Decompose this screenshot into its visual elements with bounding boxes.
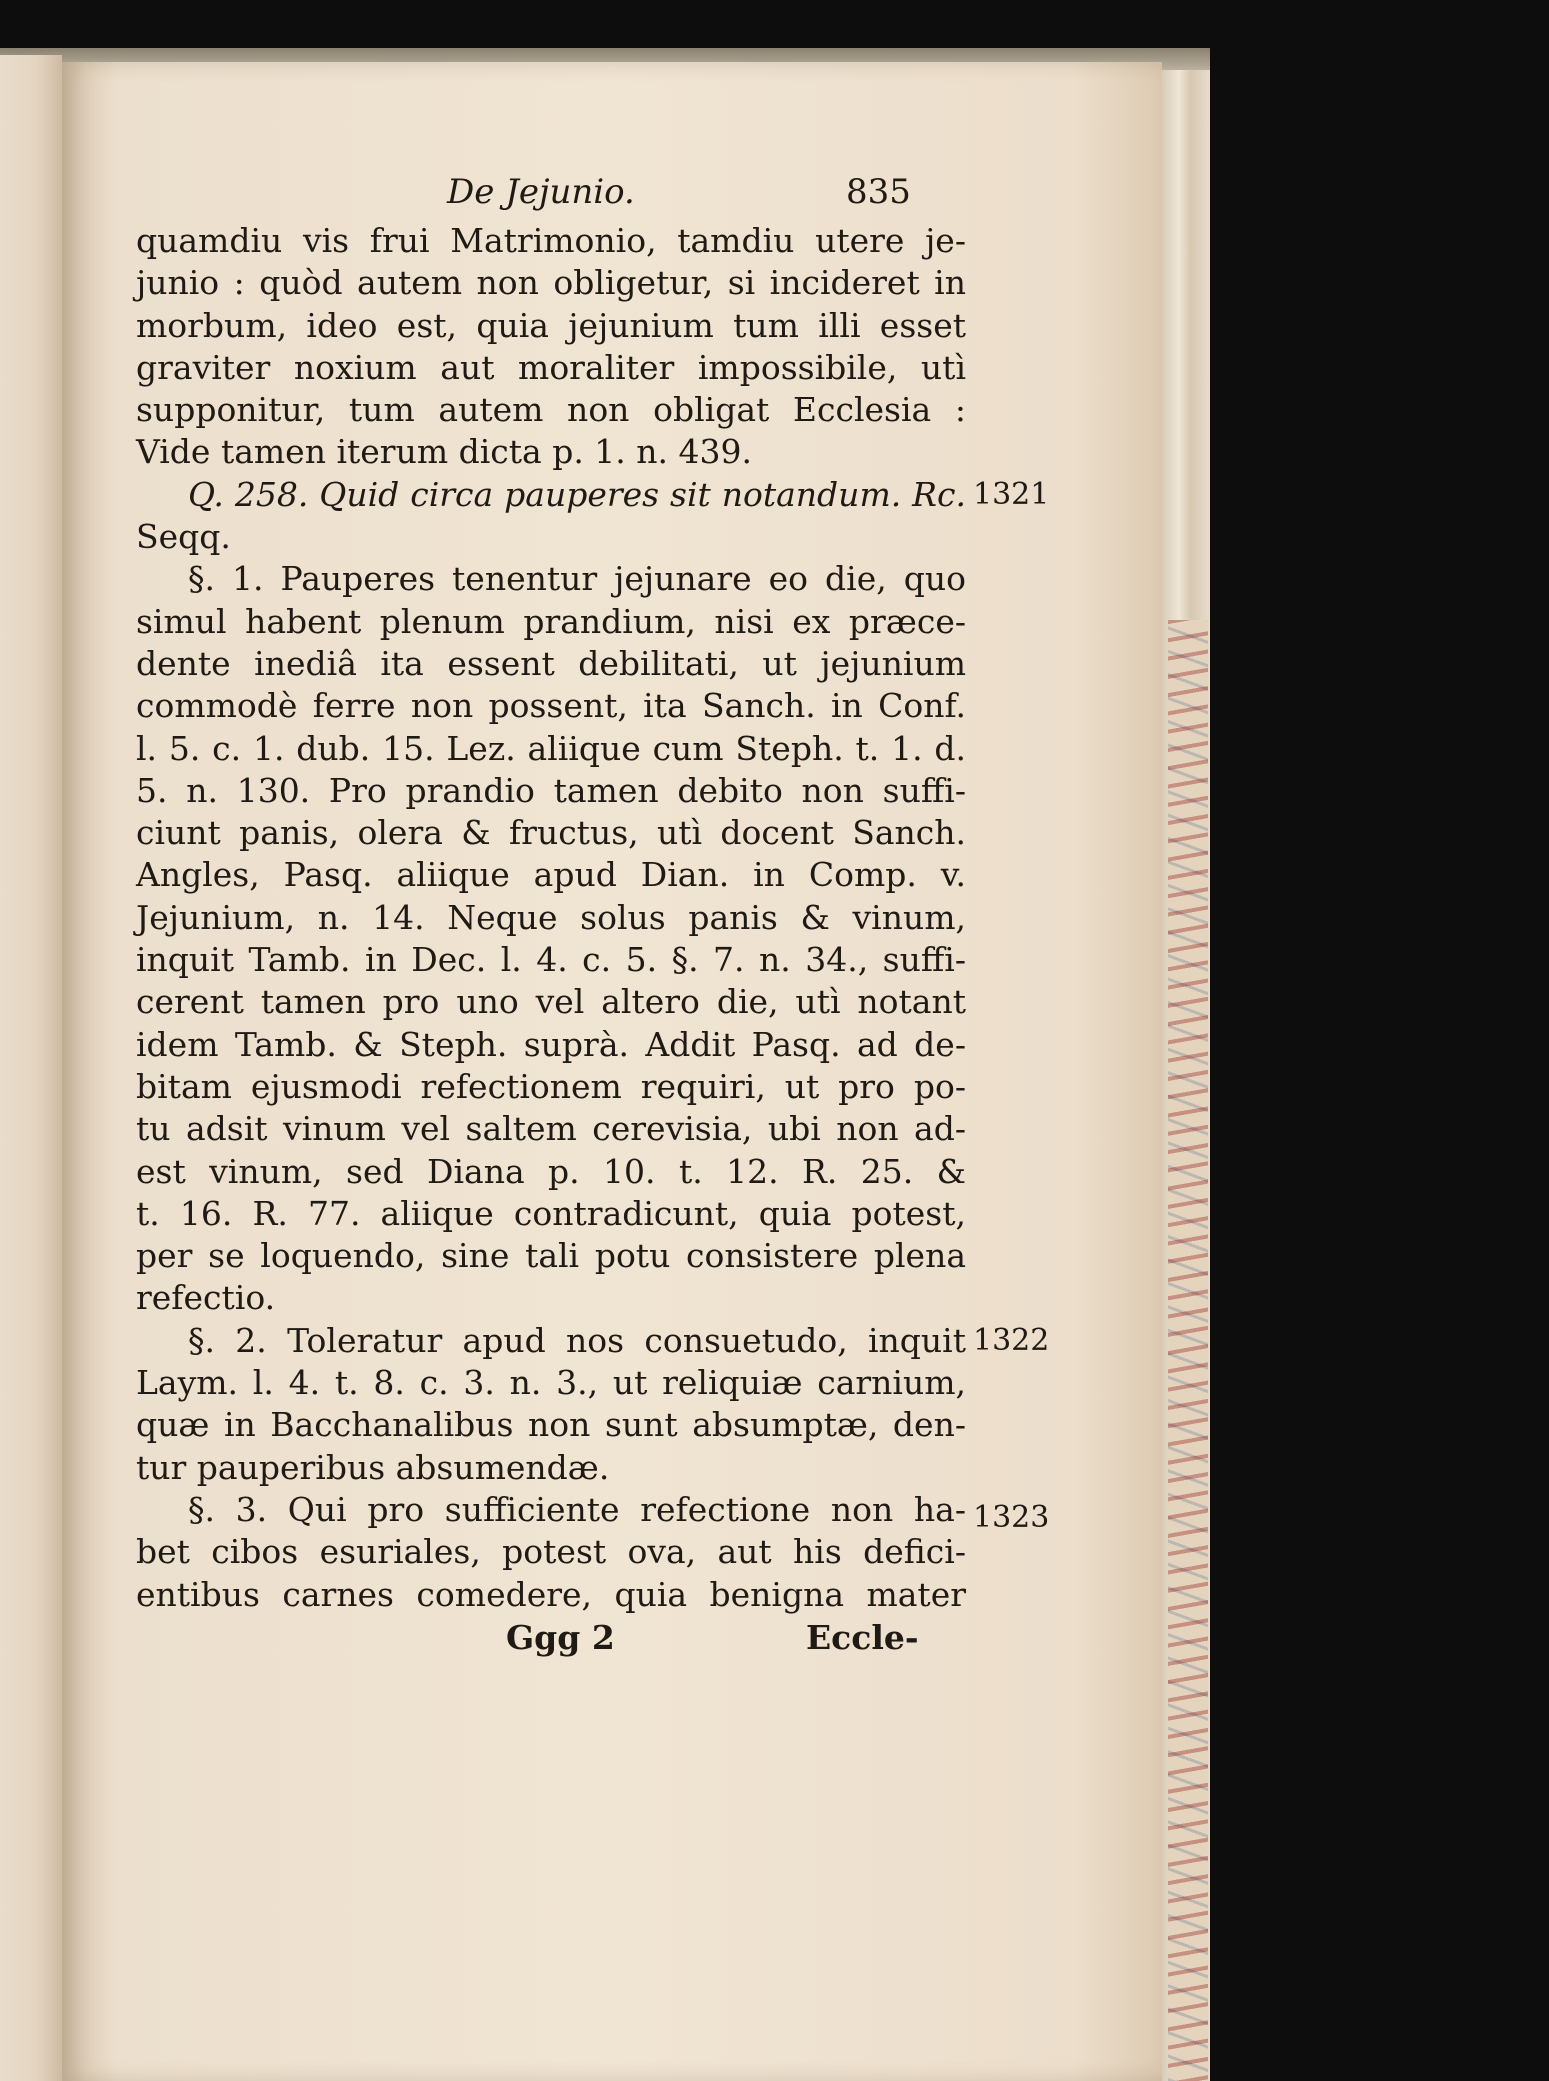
text-line: quamdiu vis frui Matrimonio, tamdiu utere je- [136, 221, 966, 260]
text-line: inquit Tamb. in Dec. l. 4. c. 5. §. 7. n. 34., suffi- [136, 940, 966, 980]
previous-page-strip [0, 55, 62, 2081]
text-line: morbum, ideo est, quia jejunium tum illi esset [136, 305, 966, 345]
page-number: 835 [846, 172, 911, 212]
text-line: bet cibos esuriales, potest ova, aut his defici- [136, 1532, 966, 1572]
text-line: t. 16. R. 77. aliique contradicunt, quia potest, [136, 1193, 966, 1233]
text-line: ciunt panis, olera & fructus, utì docent Sanch. [136, 813, 966, 853]
text-line: entibus carnes comedere, quia benigna mater [136, 1574, 966, 1614]
marbled-edge [1168, 620, 1208, 2081]
signature-mark: Ggg 2 [506, 1617, 615, 1657]
text-line: junio : quòd autem non obligetur, si incideret in [136, 263, 966, 303]
text-line: per se loquendo, sine tali potu consistere plena [136, 1236, 966, 1276]
question-line [136, 474, 1050, 516]
text-line: idem Tamb. & Steph. suprà. Addit Pasq. ad de- [136, 1024, 966, 1064]
text-line: simul habent plenum prandium, nisi ex præce- [136, 601, 966, 641]
text-line: Angles, Pasq. aliique apud Dian. in Comp. v. [136, 855, 966, 895]
margin-number-1323: 1323 [973, 1499, 1050, 1535]
text-line: refectio. [136, 1278, 276, 1318]
paragraph-start-line: §. 1. Pauperes tenentur jejunare eo die, quo [188, 559, 966, 599]
paragraph-start-line [136, 1320, 1050, 1362]
text-line: bitam ejusmodi refectionem requiri, ut pro po- [136, 1066, 966, 1106]
text-line: tur pauperibus absumendæ. [136, 1447, 610, 1487]
text-line: graviter noxium aut moraliter impossibile, utì [136, 347, 966, 387]
text-line: 5. n. 130. Pro prandio tamen debito non suffi- [136, 770, 966, 810]
margin-number-1322: 1322 [973, 1322, 1050, 1358]
text-line: Laym. l. 4. t. 8. c. 3. n. 3., ut reliquiæ carnium, [136, 1363, 966, 1403]
page-text-block [136, 168, 1050, 1660]
margin-number-1321: 1321 [973, 476, 1050, 512]
text-line: quæ in Bacchanalibus non sunt absumptæ, den- [136, 1405, 966, 1445]
paragraph-3-text: §. 3. Qui pro sufficiente refectione non ha- [188, 1489, 966, 1529]
text-line: cerent tamen pro uno vel altero die, utì notant [136, 982, 966, 1022]
question-text: Q. 258. Quid circa pauperes sit notandum. Rc. [188, 474, 966, 514]
text-line: supponitur, tum autem non obligat Ecclesia : [136, 390, 966, 430]
running-title: De Jejunio. [447, 172, 635, 212]
text-line: commodè ferre non possent, ita Sanch. in Conf. [136, 686, 966, 726]
running-head [136, 168, 966, 220]
paragraph-start-line [136, 1489, 1050, 1535]
text-line: tu adsit vinum vel saltem cerevisia, ubi non ad- [136, 1109, 966, 1149]
text-line: Jejunium, n. 14. Neque solus panis & vinum, [136, 897, 966, 937]
catchword: Eccle- [806, 1617, 919, 1657]
text-line: l. 5. c. 1. dub. 15. Lez. aliique cum Steph. t. 1. d. [136, 728, 966, 768]
text-line: est vinum, sed Diana p. 10. t. 12. R. 25. & [136, 1151, 966, 1191]
text-line: Vide tamen iterum dicta p. 1. n. 439. [136, 432, 752, 472]
text-line: Seqq. [136, 517, 231, 557]
text-line: dente inediâ ita essent debilitati, ut jejunium [136, 643, 966, 683]
paragraph-2-text: §. 2. Toleratur apud nos consuetudo, inquit [188, 1320, 966, 1360]
page-footer [136, 1616, 966, 1660]
